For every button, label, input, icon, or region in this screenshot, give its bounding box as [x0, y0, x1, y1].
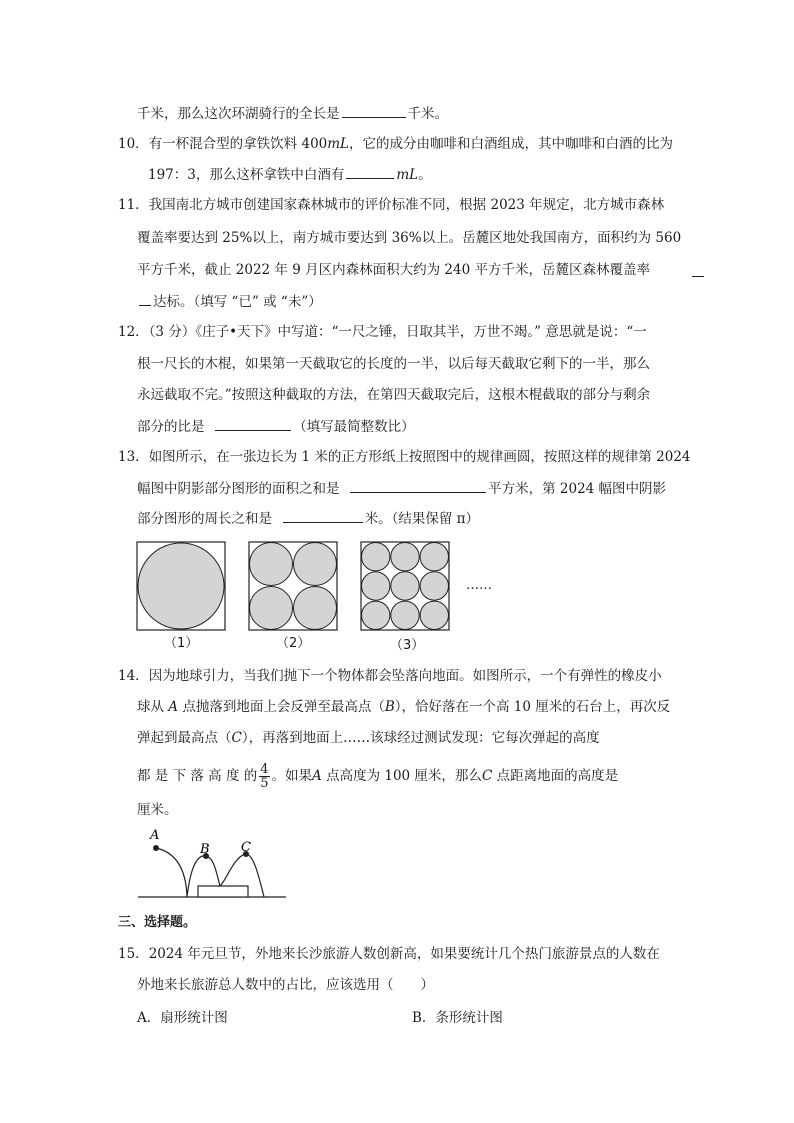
- q14-line3: [137, 728, 600, 748]
- label-a: A: [150, 828, 160, 843]
- figure-2: [249, 542, 337, 630]
- q14-line5: [137, 800, 178, 820]
- section-title: 三、选择题。: [118, 915, 197, 930]
- caption-2: （2）: [276, 636, 311, 651]
- text: 点高度为 100 厘米，那么: [321, 768, 482, 784]
- question-number: 10．: [118, 136, 149, 152]
- text: ），再落到地面上……该球经过测试发现：它每次弹起的高度: [241, 730, 600, 746]
- text: 部分图形的周长之和是: [137, 511, 272, 527]
- fraction-numerator: 4: [260, 762, 269, 777]
- answer-blank[interactable]: [283, 508, 363, 523]
- q13-line2: [137, 478, 666, 499]
- q12-line1: [118, 322, 647, 342]
- text: 千米，那么这次环湖骑行的全长是: [137, 106, 340, 122]
- q11-line1: [118, 195, 664, 215]
- q11-line3: [137, 260, 650, 280]
- q12-line2: [137, 354, 650, 374]
- text: 根一尺长的木棍，如果第一天截取它的长度的一半，以后每天截取它剩下的一半，那么: [137, 356, 650, 372]
- point-label: C: [481, 768, 493, 784]
- point-label: A: [312, 768, 322, 784]
- text: ），恰好落在一个高 10 厘米的石台上，再次反: [394, 699, 671, 715]
- q11-line2: [137, 228, 681, 248]
- fraction-denominator: 5: [260, 776, 269, 791]
- q10-line1: [118, 134, 673, 154]
- text: 达标。（填写 “已” 或 “未”）: [153, 294, 322, 310]
- text: （3 分）《庄子•天下》中写道：“一尺之锤，日取其半，万世不竭。” 意思就是说：“一: [148, 324, 647, 340]
- unit: mL: [396, 167, 419, 183]
- text: （填写最简整数比）: [293, 419, 415, 435]
- text: 平方千米，截止 2022 年 9 月区内森林面积大约为 240 平方千米，岳麓区森林覆盖率: [137, 262, 650, 278]
- caption-3: （3）: [390, 638, 425, 653]
- q12-line3: [137, 385, 650, 405]
- q14-line1: [118, 666, 662, 686]
- figure-3: [361, 542, 449, 630]
- text: 。: [418, 167, 432, 183]
- question-number: 13．: [118, 449, 149, 465]
- option-b[interactable]: B．条形统计图: [412, 1010, 503, 1026]
- text: 幅图中阴影部分图形的面积之和是: [137, 481, 340, 497]
- answer-blank[interactable]: [350, 478, 486, 493]
- fraction: [259, 763, 269, 790]
- question-number: 14．: [118, 668, 149, 684]
- text: 平方米，第 2024 幅图中阴影: [488, 481, 667, 497]
- question-number: 15．: [118, 946, 149, 962]
- text: ，它的成分由咖啡和白酒组成，其中咖啡和白酒的比为: [349, 136, 674, 152]
- question-number: 12．: [118, 324, 149, 340]
- q14-line2: [137, 697, 670, 717]
- text: 球从: [137, 699, 164, 715]
- text: 永远截取不完。”按照这种截取的方法，在第四天截取完后，这根木棍截取的部分与剩余: [137, 387, 651, 403]
- q15-line1: [118, 944, 660, 964]
- option-a[interactable]: A．扇形统计图: [137, 1010, 228, 1026]
- text: 197：3，那么这杯拿铁中白酒有: [148, 167, 345, 183]
- text: 2024 年元旦节，外地来长沙旅游人数创新高，如果要统计几个热门旅游景点的人数在: [148, 946, 660, 962]
- text: 米。（结果保留 π）: [364, 511, 480, 527]
- answer-blank[interactable]: [692, 262, 704, 277]
- unit: mL: [327, 136, 350, 152]
- q12-line4: [137, 416, 415, 437]
- text: 都 是 下 落 高 度 的: [137, 768, 258, 784]
- text: 部分的比是: [137, 419, 205, 435]
- answer-blank[interactable]: [139, 291, 151, 306]
- text: 有一杯混合型的拿铁饮料 400: [148, 136, 328, 152]
- point-label: B: [384, 699, 395, 715]
- caption-1: （1）: [164, 636, 199, 651]
- q15-line2: [137, 975, 434, 995]
- answer-blank[interactable]: [215, 416, 291, 431]
- point-label: C: [231, 730, 242, 746]
- label-c: C: [241, 840, 251, 855]
- q10-line2: [148, 164, 432, 185]
- answer-blank[interactable]: [342, 103, 406, 118]
- label-b: B: [200, 842, 210, 857]
- text: 。如果: [271, 768, 313, 784]
- question-number: 11．: [118, 197, 149, 213]
- text: 覆盖率要达到 25%以上，南方城市要达到 36%以上。岳麓区地处我国南方，面积约为 560: [137, 230, 682, 246]
- q13-line1: [118, 447, 691, 467]
- text: 我国南北方城市创建国家森林城市的评价标准不同，根据 2023 年规定，北方城市森林: [148, 197, 665, 213]
- stone-platform: [198, 886, 248, 897]
- q14-line4: [137, 763, 618, 790]
- q13-line3: [137, 508, 479, 529]
- point-label: A: [168, 699, 179, 715]
- q11-line4: [137, 291, 322, 312]
- text: 如图所示，在一张边长为 1 米的正方形纸上按照图中的规律画圆，按照这样的规律第 2024: [148, 449, 691, 465]
- prev-question-tail: [137, 103, 448, 124]
- point-a: [153, 845, 159, 851]
- answer-blank[interactable]: [346, 164, 394, 179]
- text: 千米。: [407, 106, 448, 122]
- text: 厘米。: [137, 802, 178, 818]
- text: 点距离地面的高度是: [492, 768, 619, 784]
- text: 弹起到最高点（: [137, 730, 232, 746]
- text: 点抛落到地面上会反弹至最高点（: [178, 699, 385, 715]
- text: 外地来长旅游总人数中的占比，应该选用（ ）: [137, 977, 434, 993]
- bouncing-ball-figure: [134, 826, 294, 902]
- text: 因为地球引力，当我们抛下一个物体都会坠落向地面。如图所示，一个有弹性的橡皮小: [148, 668, 662, 684]
- ellipsis: ……: [466, 578, 492, 593]
- figure-1: [137, 542, 225, 630]
